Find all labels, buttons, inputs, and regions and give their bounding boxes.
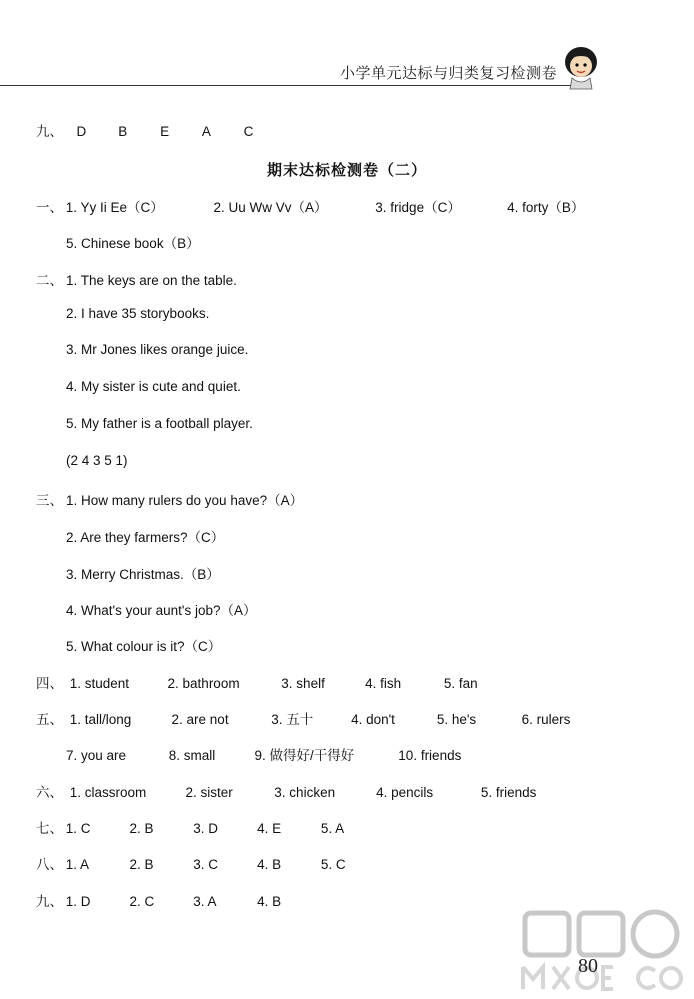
watermark-logo bbox=[515, 905, 690, 995]
answer-item: 5. What colour is it?（C） bbox=[66, 639, 222, 654]
answer-item: 8. small bbox=[168, 748, 216, 763]
q3-row: 三、 1. How many rulers do you have?（A） bbox=[36, 489, 303, 509]
answer-item: 1. student bbox=[69, 676, 130, 691]
answer-item: 1. A bbox=[65, 857, 90, 872]
answer-item: A bbox=[201, 124, 211, 139]
answer-item: 3. 五十 bbox=[271, 712, 314, 727]
answer-item: 9. 做得好/干得好 bbox=[254, 748, 355, 763]
answer-item: 4. B bbox=[257, 894, 282, 909]
answer-item: 5. fan bbox=[443, 676, 478, 691]
header-rule bbox=[0, 85, 575, 86]
answer-item: 4. fish bbox=[365, 676, 402, 691]
q5-row: 五、 1. tall/long 2. are not 3. 五十 4. don't 5. he's 6. rulers bbox=[36, 708, 570, 728]
answer-item: D bbox=[76, 124, 87, 139]
answer-item: 5. A bbox=[320, 821, 345, 836]
q4-row: 四、 1. student 2. bathroom 3. shelf 4. fish 5. fan bbox=[36, 676, 478, 691]
answer-item: C bbox=[243, 124, 254, 139]
answer-item: 4. E bbox=[257, 821, 282, 836]
mascot-girl-icon bbox=[560, 42, 602, 90]
answer-item: 10. friends bbox=[398, 748, 462, 763]
answer-item: 1. classroom bbox=[69, 785, 147, 800]
answer-item: 3. Mr Jones likes orange juice. bbox=[66, 342, 249, 357]
q1-row: 一、 1. Yy Ii Ee（C） 2. Uu Ww Vv（A） 3. fridge（C） 4. forty（B） bbox=[36, 196, 584, 216]
answer-item: E bbox=[160, 124, 170, 139]
q1-row-2: 5. Chinese book（B） bbox=[66, 236, 200, 251]
answer-item: 3. chicken bbox=[274, 785, 336, 800]
answer-item: 1. The keys are on the table. bbox=[66, 273, 237, 288]
page-number: 80 bbox=[578, 955, 598, 977]
q2-row: 二、 1. The keys are on the table. bbox=[36, 273, 237, 288]
answer-item: 1. C bbox=[65, 821, 91, 836]
answer-item: 4. pencils bbox=[376, 785, 434, 800]
answer-item: 6. rulers bbox=[521, 712, 571, 727]
answer-item: 2. B bbox=[129, 821, 154, 836]
answer-item: 3. shelf bbox=[281, 676, 325, 691]
answer-item: 2. are not bbox=[171, 712, 229, 727]
answer-item: 4. B bbox=[257, 857, 282, 872]
header-title: 小学单元达标与归类复习检测卷 bbox=[340, 65, 558, 82]
answer-item: 7. you are bbox=[66, 748, 127, 763]
q5-row-2 bbox=[66, 744, 461, 764]
answer-item: 4. My sister is cute and quiet. bbox=[66, 379, 241, 394]
answer-item: 5. C bbox=[320, 857, 346, 872]
answer-item: 1. Yy Ii Ee（C） bbox=[65, 200, 164, 215]
answer-item: 4. forty（B） bbox=[507, 200, 585, 215]
answer-item: 2. Uu Ww Vv（A） bbox=[213, 200, 328, 215]
section-title: 期末达标检测卷（二） bbox=[266, 162, 427, 179]
answer-item: 5. friends bbox=[480, 785, 537, 800]
answer-item: 4. What's your aunt's job?（A） bbox=[66, 603, 257, 618]
answer-item: 3. fridge（C） bbox=[375, 200, 461, 215]
q9-row: 九、 1. D 2. C 3. A 4. B bbox=[36, 894, 282, 909]
order-answer: (2 4 3 5 1) bbox=[66, 453, 128, 468]
q6-row: 六、 1. classroom 2. sister 3. chicken 4. pencils 5. friends bbox=[36, 785, 537, 800]
answer-item: 1. tall/long bbox=[69, 712, 132, 727]
answer-item: 1. How many rulers do you have?（A） bbox=[66, 493, 304, 508]
answer-item: 2. I have 35 storybooks. bbox=[66, 306, 210, 321]
q8-row: 八、 1. A 2. B 3. C 4. B 5. C bbox=[36, 857, 346, 872]
answer-item: 2. sister bbox=[185, 785, 233, 800]
q7-row: 七、 1. C 2. B 3. D 4. E 5. A bbox=[36, 821, 345, 836]
top-answer-row: 九、 D B E A C bbox=[36, 124, 254, 139]
answer-item: 2. Are they farmers?（C） bbox=[66, 530, 225, 545]
answer-item: 5. My father is a football player. bbox=[66, 416, 253, 431]
answer-item: B bbox=[118, 124, 128, 139]
answer-item: 3. C bbox=[193, 857, 219, 872]
answer-item: 1. D bbox=[65, 894, 91, 909]
answer-item: 4. don't bbox=[351, 712, 395, 727]
answer-item: 3. A bbox=[193, 894, 217, 909]
answer-item: 2. B bbox=[129, 857, 154, 872]
answer-item: 2. C bbox=[129, 894, 155, 909]
answer-item: 3. Merry Christmas.（B） bbox=[66, 567, 220, 582]
answer-item: 5. he's bbox=[436, 712, 477, 727]
answer-item: 2. bathroom bbox=[167, 676, 240, 691]
answer-item: 3. D bbox=[193, 821, 219, 836]
